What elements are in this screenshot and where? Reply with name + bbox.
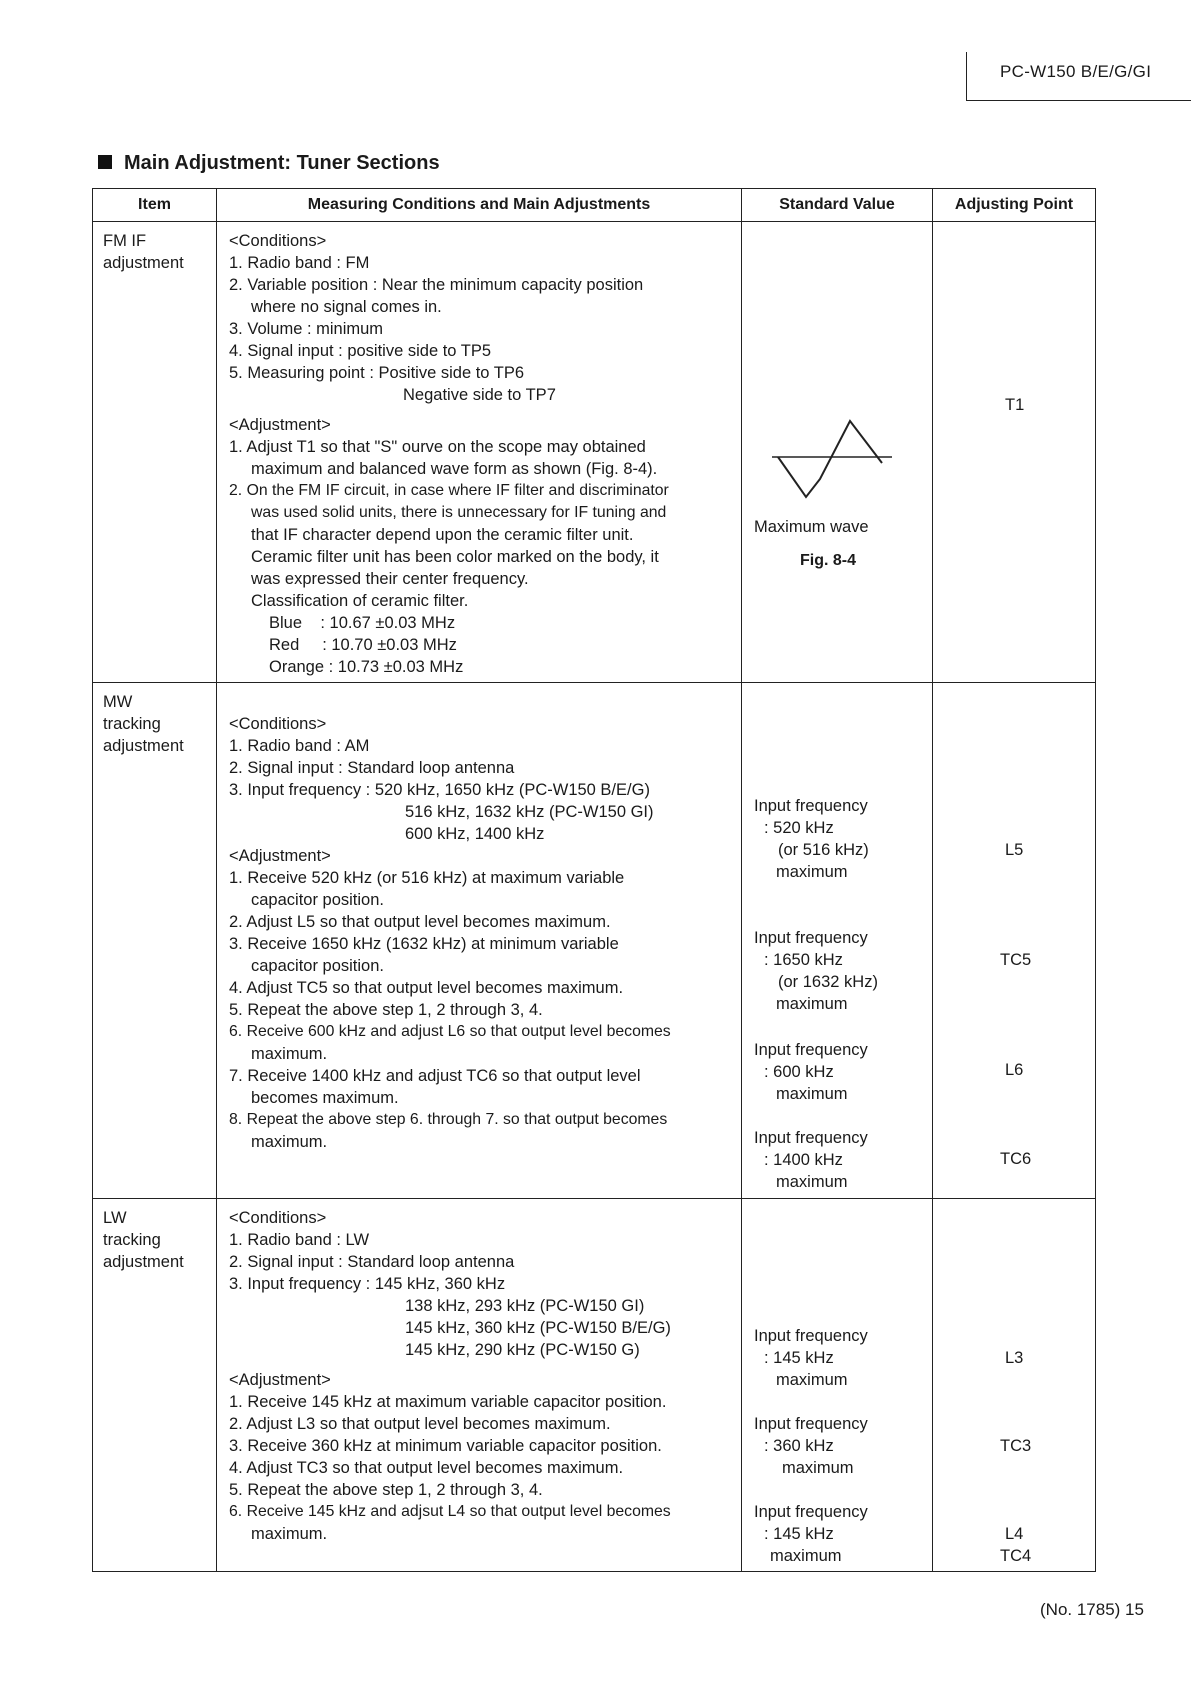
std-mw-4: Input frequency : 1400 kHz maximum [754, 1129, 868, 1191]
col-header-conditions: Measuring Conditions and Main Adjustments [217, 189, 742, 221]
standard-lw [742, 1199, 933, 1571]
row-fm-if [93, 222, 1095, 683]
standard-mw [742, 683, 933, 1198]
row-mw-tracking [93, 683, 1095, 1199]
point-t1: T1 [1005, 396, 1025, 414]
point-tc3: TC3 [1000, 1437, 1032, 1455]
model-number: PC-W150 B/E/G/GI [1000, 62, 1152, 81]
conditions-mw: <Conditions> 1. Radio band : AM 2. Signal input : Standard loop antenna 3. Input frequency : 520 kHz, 1650 kHz (PC-W150 B/E/G) 516 kHz, 1632 kHz (PC-W150 GI) 600 kHz, 1400 kHz <Adjustment> 1. Receive 520 kHz (or 516 kHz) at maximum variable capacitor position. 2. Adjust L5 so that output level becomes maximum. 3. Receive 1650 kHz (1632 kHz) at minimum variable capacitor position. 4. Adjust TC5 so that output level becomes maximum. 5. Repeat the above step 1, 2 through 3, 4. 6. Receive 600 kHz and adjust L6 so that output level becomes maximum. 7. Receive 1400 kHz and adjust TC6 so that output level becomes maximum. 8. Repeat the above step 6. through 7. so that output becomes maximum. [217, 683, 742, 1198]
std-mw-3: Input frequency : 600 kHz maximum [754, 1041, 868, 1103]
table-header [93, 189, 1095, 222]
row-lw-tracking [93, 1199, 1095, 1571]
point-l4: L4 [1005, 1525, 1024, 1543]
col-header-item: Item [93, 189, 217, 221]
col-header-point: Adjusting Point [954, 196, 1074, 213]
std-mw-1: Input frequency : 520 kHz (or 516 kHz) maximum [754, 797, 869, 881]
std-mw-2: Input frequency : 1650 kHz (or 1632 kHz) maximum [754, 929, 878, 1013]
std-lw-3: Input frequency : 145 kHz maximum [754, 1503, 868, 1565]
point-l6: L6 [1005, 1061, 1024, 1079]
std-lw-1: Input frequency : 145 kHz maximum [754, 1327, 868, 1389]
point-tc4: TC4 [1000, 1547, 1032, 1565]
point-tc6: TC6 [1000, 1150, 1032, 1168]
standard-fm [742, 222, 933, 682]
col-header-standard: Standard Value [742, 189, 933, 221]
wave-label: Maximum wave [754, 518, 869, 536]
point-tc5: TC5 [1000, 951, 1032, 969]
point-fm [933, 222, 1095, 682]
point-mw [933, 683, 1095, 1198]
conditions-lw: <Conditions> 1. Radio band : LW 2. Signal input : Standard loop antenna 3. Input frequency : 145 kHz, 360 kHz 138 kHz, 293 kHz (PC-W150 GI) 145 kHz, 360 kHz (PC-W150 B/E/G) 145 kHz, 290 kHz (PC-W150 G) <Adjustment> 1. Receive 145 kHz at maximum variable capacitor position. 2. Adjust L3 so that output level becomes maximum. 3. Receive 360 kHz at minimum variable capacitor position. 4. Adjust TC3 so that output level becomes maximum. 5. Repeat the above step 1, 2 through 3, 4. 6. Receive 145 kHz and adjsut L4 so that output level becomes maximum. [217, 1199, 742, 1571]
conditions-fm: <Conditions> 1. Radio band : FM 2. Variable position : Near the minimum capacity position where no signal comes in. 3. Volume : minimum 4. Signal input : positive side to TP5 5. Measuring point : Positive side to TP6 Negative side to TP7 <Adjustment> 1. Adjust T1 so that "S" ourve on the scope may obtained maximum and balanced wave form as shown (Fig. 8-4). 2. On the FM IF circuit, in case where IF filter and discriminator was used solid units, there is unnecessary for IF tuning and that IF character depend upon the ceramic filter unit. Ceramic filter unit has been color marked on the body, it was expressed their center frequency. Classification of ceramic filter. Blue : 10.67 ±0.03 MHz Red : 10.70 ±0.03 MHz Orange : 10.73 ±0.03 MHz [217, 222, 742, 682]
figure-label: Fig. 8-4 [800, 552, 857, 569]
item-fm: FM IF adjustment [93, 222, 217, 682]
point-l3: L3 [1005, 1349, 1024, 1367]
point-lw [933, 1199, 1095, 1571]
page-number: (No. 1785) 15 [1040, 1600, 1144, 1619]
item-mw: MW tracking adjustment [93, 683, 217, 1198]
point-l5: L5 [1005, 841, 1024, 859]
adjustment-table [92, 188, 1096, 1572]
std-lw-2: Input frequency : 360 kHz maximum [754, 1415, 868, 1477]
item-lw: LW tracking adjustment [93, 1199, 217, 1571]
section-title-text: Main Adjustment: Tuner Sections [124, 152, 440, 174]
s-curve-wave-icon [772, 417, 892, 507]
bullet-square-icon [98, 155, 112, 169]
section-title [98, 152, 440, 175]
